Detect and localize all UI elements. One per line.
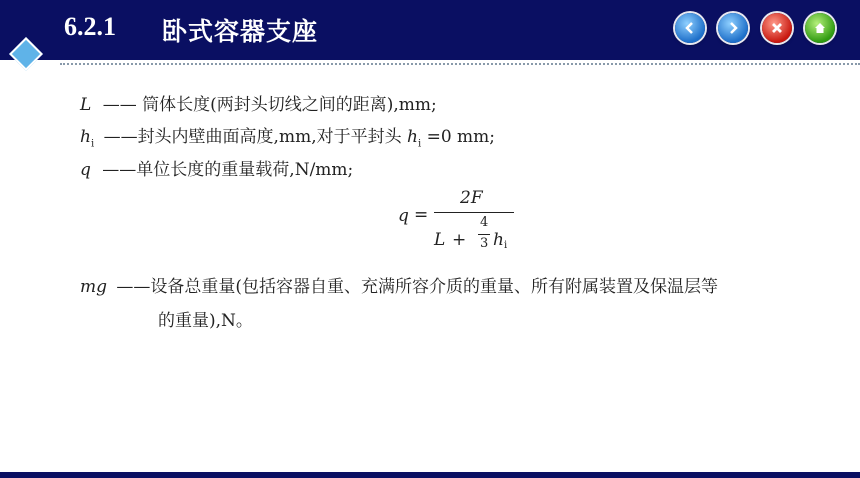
dash: —— (103, 127, 138, 147)
symbol-q: q (80, 160, 91, 180)
definition-q (80, 155, 353, 180)
denominator-L: L (434, 230, 446, 250)
fraction-bar (434, 212, 514, 213)
dash: —— (102, 95, 137, 115)
definition-text-b: =0 mm; (421, 127, 496, 147)
close-x-icon[interactable] (762, 13, 792, 43)
small-fraction-numerator: 4 (480, 215, 489, 230)
formula-equals: = (414, 205, 429, 225)
subscript-i: i (90, 138, 95, 150)
formula-lhs: q (398, 206, 409, 226)
home-icon[interactable] (805, 13, 835, 43)
small-fraction-denominator: 3 (480, 236, 489, 251)
back-arrow-icon[interactable] (675, 13, 705, 43)
symbol-mg: mg (80, 277, 108, 297)
subscript-i-inline: i (417, 138, 422, 150)
title-bar (0, 0, 860, 60)
dash: —— (116, 277, 151, 297)
diamond-decoration-icon (9, 37, 43, 71)
definition-text: 筒体长度(两封头切线之间的距离),mm; (142, 95, 437, 115)
definition-mg (80, 272, 718, 297)
definition-hi (80, 122, 495, 149)
small-fraction-bar (478, 234, 490, 235)
definition-text-line1: 设备总重量(包括容器自重、充满所容介质的重量、所有附属装置及保温层等 (150, 277, 719, 297)
forward-arrow-icon[interactable] (718, 13, 748, 43)
definition-text-a: 封头内壁曲面高度,mm,对于平封头 (137, 127, 408, 147)
denominator-subscript-i: i (504, 240, 508, 251)
symbol-h: h (80, 127, 91, 147)
definition-text: 单位长度的重量载荷,N/mm; (136, 160, 354, 180)
definition-mg-continuation: 的重量),N。 (158, 311, 253, 331)
formula-numerator: 2F (460, 188, 483, 208)
section-title: 卧式容器支座 (162, 17, 319, 46)
denominator-plus: + (452, 230, 467, 250)
symbol-h-inline: h (407, 127, 418, 147)
definition-L (80, 90, 437, 115)
footer-bar (0, 472, 860, 478)
section-number: 6.2.1 (64, 12, 116, 41)
dash: —— (102, 160, 137, 180)
header-divider (60, 63, 860, 65)
denominator-h: h (493, 230, 504, 250)
symbol-L: L (80, 95, 92, 115)
